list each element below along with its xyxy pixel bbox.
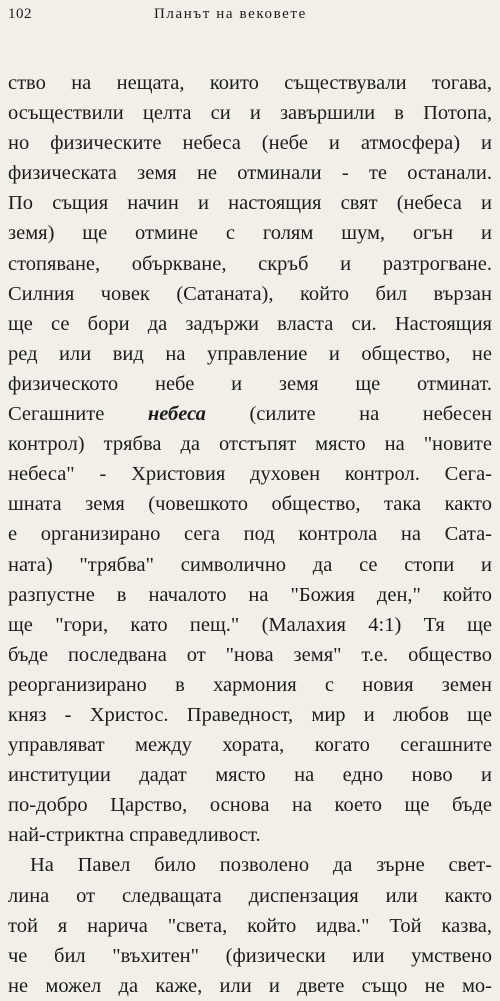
text-line: най-стриктна справедливост. bbox=[8, 824, 261, 847]
text-line: е организирано сега под контрола на Сата- bbox=[8, 523, 492, 546]
text-line: физическото небе и земя ще отминат. bbox=[8, 372, 492, 395]
line-prefix: Сегашните bbox=[8, 403, 148, 426]
text-line: че бил "въхитен" (физически или умствено bbox=[8, 944, 492, 967]
text-line-emphasis bbox=[8, 399, 492, 429]
text-line: институции дадат място на едно ново и bbox=[8, 764, 492, 787]
body-text bbox=[8, 68, 492, 1001]
text-line: разпустне в началото на "Божия ден," който bbox=[8, 583, 492, 606]
text-line: стопяване, объркване, скръб и разтрогване. bbox=[8, 252, 492, 275]
text-line: лина от следващата диспензация или както bbox=[8, 884, 492, 907]
text-line: по-добро Царство, основа на което ще бъде bbox=[8, 794, 492, 817]
page-header bbox=[8, 6, 492, 28]
text-line: не можел да каже, или и двете също не мо- bbox=[8, 974, 492, 997]
paragraph-2 bbox=[8, 850, 492, 1000]
text-line: По същия начин и настоящия свят (небеса и bbox=[8, 192, 492, 215]
text-line: Силния човек (Сатаната), който бил вързан bbox=[8, 282, 492, 305]
running-title: Планът на вековете bbox=[154, 6, 307, 22]
text-line: ната) "трябва" символично да се стопи и bbox=[8, 553, 492, 576]
text-line: На Павел било позволено да зърне свет- bbox=[30, 854, 492, 877]
text-line: физическата земя не отминали - те останали. bbox=[8, 162, 492, 185]
emphasized-word: небеса bbox=[147, 403, 206, 426]
text-line: бъде последвана от "нова земя" т.е. общество bbox=[8, 643, 492, 666]
text-line: ред или вид на управление и общество, не bbox=[8, 342, 492, 365]
paragraph-1 bbox=[8, 68, 492, 850]
page-number: 102 bbox=[8, 6, 32, 22]
text-line: той я нарича "света, който идва." Той казва, bbox=[8, 914, 492, 937]
text-line: осъществили целта си и завършили в Потопа, bbox=[8, 102, 492, 125]
text-line: ще се бори да задържи власта си. Настоящия bbox=[8, 312, 492, 335]
line-suffix: (силите на небесен bbox=[205, 403, 492, 426]
text-line: княз - Христос. Праведност, мир и любов ще bbox=[8, 703, 492, 726]
text-line: небеса" - Христовия духовен контрол. Сега- bbox=[8, 463, 492, 486]
text-line: управляват между хората, когато сегашните bbox=[8, 734, 492, 757]
text-line: но физическите небеса (небе и атмосфера) и bbox=[8, 132, 492, 155]
text-line: ство на нещата, които съществували тогава, bbox=[8, 72, 492, 94]
text-line: реорганизирано в хармония с новия земен bbox=[8, 673, 492, 696]
text-line: шната земя (човешкото общество, така както bbox=[8, 493, 492, 516]
text-line: контрол) трябва да отстъпят място на "новите bbox=[8, 433, 492, 456]
text-line: земя) ще отмине с голям шум, огън и bbox=[8, 222, 492, 245]
text-line: ще "гори, като пещ." (Малахия 4:1) Тя ще bbox=[8, 613, 492, 636]
